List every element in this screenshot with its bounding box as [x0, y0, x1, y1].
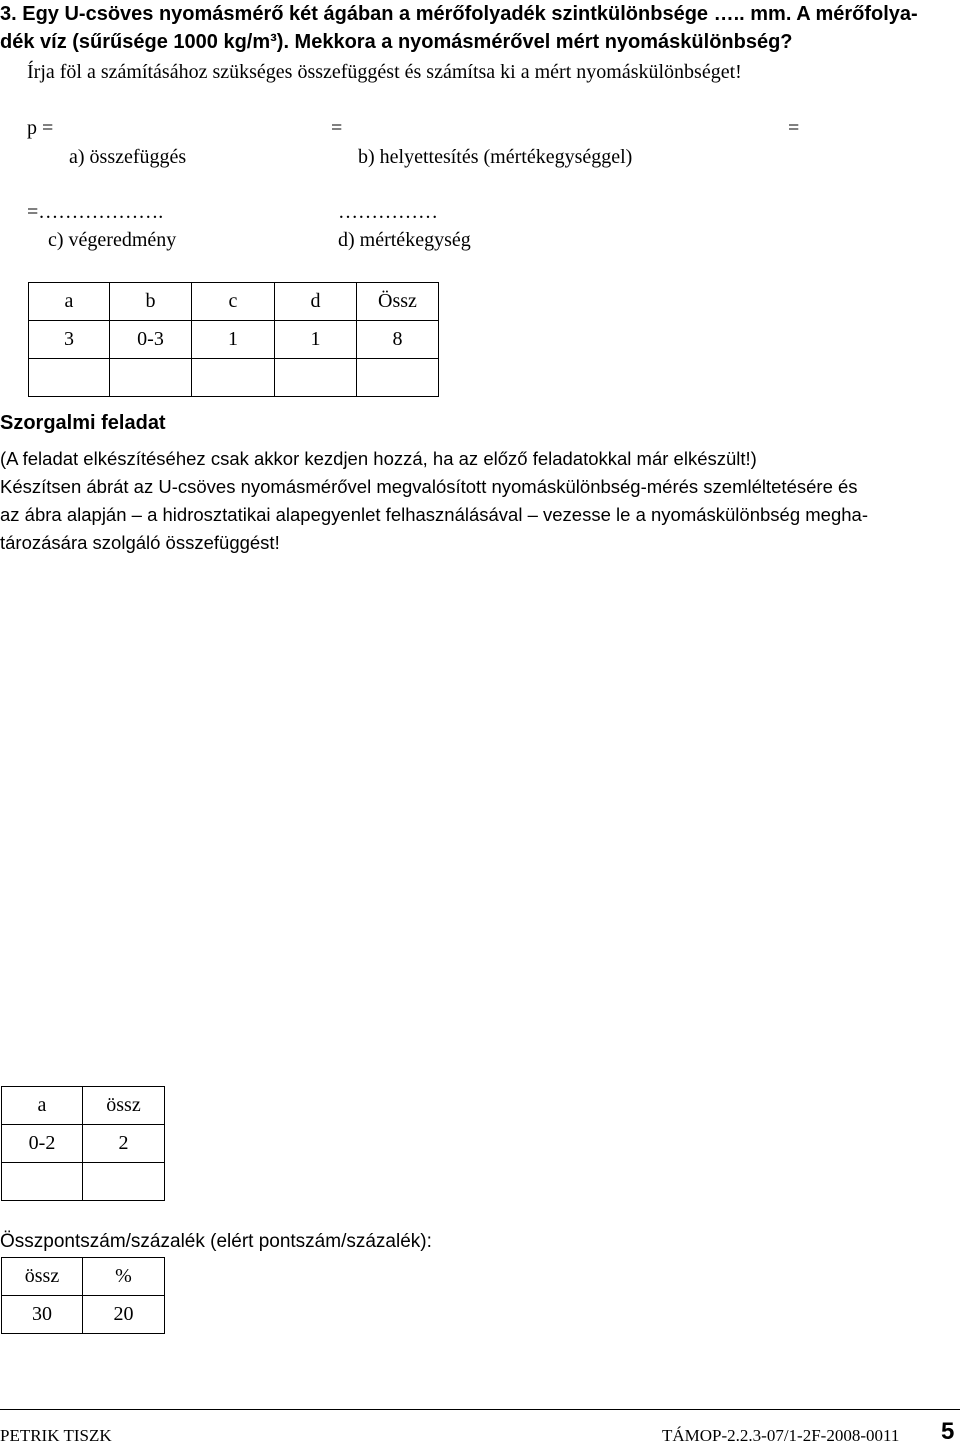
- bonus-max-a: 0-2: [2, 1125, 83, 1163]
- score-header-a: a: [29, 283, 110, 321]
- score-earned-total[interactable]: [357, 359, 439, 397]
- score-max-a: 3: [29, 321, 110, 359]
- score-max-total: 8: [357, 321, 439, 359]
- formula-p-equals: p =: [27, 117, 54, 139]
- total-label: Összpontszám/százalék (elért pontszám/százalék):: [0, 1231, 432, 1252]
- bonus-header-a: a: [2, 1087, 83, 1125]
- instruction-text: Írja föl a számításához szükséges összefüggést és számítsa ki a mért nyomáskülönbséget!: [27, 61, 742, 83]
- label-c-result: c) végeredmény: [48, 229, 177, 251]
- score-earned-d[interactable]: [275, 359, 357, 397]
- bonus-earned-total[interactable]: [83, 1163, 165, 1201]
- footer-left: PETRIK TISZK: [0, 1426, 112, 1445]
- bonus-note: (A feladat elkészítéséhez csak akkor kezdjen hozzá, ha az előző feladatokkal már elkészült!): [0, 448, 757, 469]
- score-header-total: Össz: [357, 283, 439, 321]
- bonus-title: Szorgalmi feladat: [0, 412, 166, 434]
- label-b-substitution: b) helyettesítés (mértékegységgel): [358, 146, 633, 168]
- bonus-line-2: az ábra alapján – a hidrosztatikai alapegyenlet felhasználásával – vezesse le a nyomáskülönbség megha-: [0, 504, 868, 525]
- bonus-max-total: 2: [83, 1125, 165, 1163]
- label-a-formula: a) összefüggés: [69, 146, 187, 168]
- bonus-earned-a[interactable]: [2, 1163, 83, 1201]
- unit-blank: ……………: [338, 201, 438, 223]
- result-blank: =……………….: [27, 201, 164, 223]
- score-header-b: b: [110, 283, 192, 321]
- footer-project-code: TÁMOP-2.2.3-07/1-2F-2008-0011: [662, 1426, 900, 1445]
- total-value-sum: 30: [2, 1296, 83, 1334]
- total-header-percent: %: [83, 1258, 165, 1296]
- score-earned-c[interactable]: [192, 359, 275, 397]
- score-table-1: [28, 282, 439, 397]
- bonus-line-3: tározására szolgáló összefüggést!: [0, 532, 280, 553]
- page-number: 5: [941, 1418, 955, 1445]
- question-line-1: 3. Egy U-csöves nyomásmérő két ágában a mérőfolyadék szintkülönbsége ….. mm. A mérőfolya-: [0, 3, 918, 25]
- bonus-line-1: Készítsen ábrát az U-csöves nyomásmérővel megvalósított nyomáskülönbség-mérés szemléltetésére és: [0, 476, 858, 497]
- drawing-area[interactable]: [0, 570, 960, 1070]
- score-header-c: c: [192, 283, 275, 321]
- label-d-unit: d) mértékegység: [338, 229, 471, 251]
- score-max-b: 0-3: [110, 321, 192, 359]
- score-header-d: d: [275, 283, 357, 321]
- total-header-sum: össz: [2, 1258, 83, 1296]
- footer-divider: [0, 1409, 960, 1410]
- bonus-header-total: össz: [83, 1087, 165, 1125]
- total-table: [1, 1257, 165, 1334]
- score-max-c: 1: [192, 321, 275, 359]
- score-earned-a[interactable]: [29, 359, 110, 397]
- formula-equals-2: =: [331, 117, 343, 139]
- score-earned-b[interactable]: [110, 359, 192, 397]
- formula-equals-3: =: [788, 117, 800, 139]
- score-table-2: [1, 1086, 165, 1201]
- total-value-percent: 20: [83, 1296, 165, 1334]
- score-max-d: 1: [275, 321, 357, 359]
- question-line-2: dék víz (sűrűsége 1000 kg/m³). Mekkora a nyomásmérővel mért nyomáskülönbség?: [0, 31, 793, 53]
